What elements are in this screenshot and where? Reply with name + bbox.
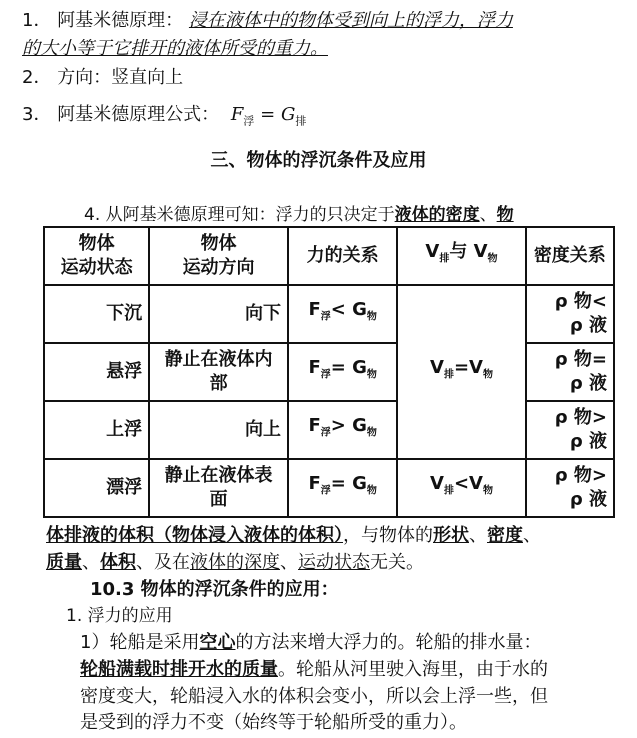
cell-state: 漂浮 — [44, 459, 149, 517]
buoyancy-application-title: 1. 浮力的应用 — [66, 606, 173, 626]
cell-volume-merged: $V_排=V_物$ — [397, 285, 525, 459]
cell-density: ρ 物= ρ 液 — [526, 343, 614, 401]
section-heading: 三、物体的浮沉条件及应用 — [210, 150, 427, 171]
item1-number: 1． — [22, 10, 52, 31]
cell-direction: 向下 — [149, 285, 288, 343]
ship-line-1: 1）轮船是采用空心的方法来增大浮力的。轮船的排水量： — [80, 632, 542, 653]
item1-answer: 浸在液体中的物体受到向上的浮力，浮力 — [188, 10, 513, 31]
header-volume: $V_排$与 $V_物$ — [397, 227, 525, 285]
table-row — [44, 459, 614, 517]
table-row — [44, 285, 614, 343]
cell-force: $F_浮= G_物$ — [288, 459, 397, 517]
header-direction: 物体 运动方向 — [149, 227, 288, 285]
cell-density: ρ 物< ρ 液 — [526, 285, 614, 343]
cell-state: 上浮 — [44, 401, 149, 459]
item1-line — [22, 6, 513, 32]
cell-direction: 向上 — [149, 401, 288, 459]
item2-line — [22, 63, 183, 89]
section-10-3-heading: 10.3 物体的浮沉条件的应用： — [90, 579, 339, 600]
item1-answer-cont: 的大小等于它排开的液体所受的重力。 — [22, 38, 328, 59]
ship-line-4: 是受到的浮力不变（始终等于轮船所受的重力）。 — [80, 712, 467, 733]
ship-line-2: 轮船满载时排开水的质量。轮船从河里驶入海里，由于水的 — [80, 659, 548, 680]
item3-label: 阿基米德原理公式： — [57, 104, 220, 125]
paragraph-line-2: 质量、体积、及在液体的深度、运动状态无关。 — [46, 552, 424, 573]
cell-state: 下沉 — [44, 285, 149, 343]
table-header-row — [44, 227, 614, 285]
cell-density: ρ 物> ρ 液 — [526, 401, 614, 459]
item2-number: 2． — [22, 67, 52, 88]
floating-conditions-table — [43, 226, 615, 518]
item1-label: 阿基米德原理： — [57, 10, 184, 31]
item3-number: 3． — [22, 104, 52, 125]
item4-line: 4. 从阿基米德原理可知：浮力的只决定于液体的密度、物 — [84, 205, 514, 225]
ship-line-3: 密度变大，轮船浸入水的体积会变小，所以会上浮一些，但 — [80, 686, 548, 707]
table-row — [44, 401, 614, 459]
table-row — [44, 343, 614, 401]
cell-force: $F_浮< G_物$ — [288, 285, 397, 343]
cell-direction: 静止在液体表面 — [149, 459, 288, 517]
header-state: 物体 运动状态 — [44, 227, 149, 285]
cell-force: $F_浮= G_物$ — [288, 343, 397, 401]
cell-force: $F_浮> G_物$ — [288, 401, 397, 459]
archimedes-formula: $F_浮 = G_排$ — [230, 104, 307, 128]
paragraph-line-1: 体排液的体积（物体浸入液体的体积），与物体的形状、密度、 — [46, 525, 541, 546]
item2-text: 方向：竖直向上 — [57, 67, 184, 88]
header-force: 力的关系 — [288, 227, 397, 285]
cell-state: 悬浮 — [44, 343, 149, 401]
header-density: 密度关系 — [526, 227, 614, 285]
item3-line — [22, 100, 306, 129]
cell-density: ρ 物> ρ 液 — [526, 459, 614, 517]
cell-volume: $V_排<V_物$ — [397, 459, 525, 517]
cell-direction: 静止在液体内部 — [149, 343, 288, 401]
